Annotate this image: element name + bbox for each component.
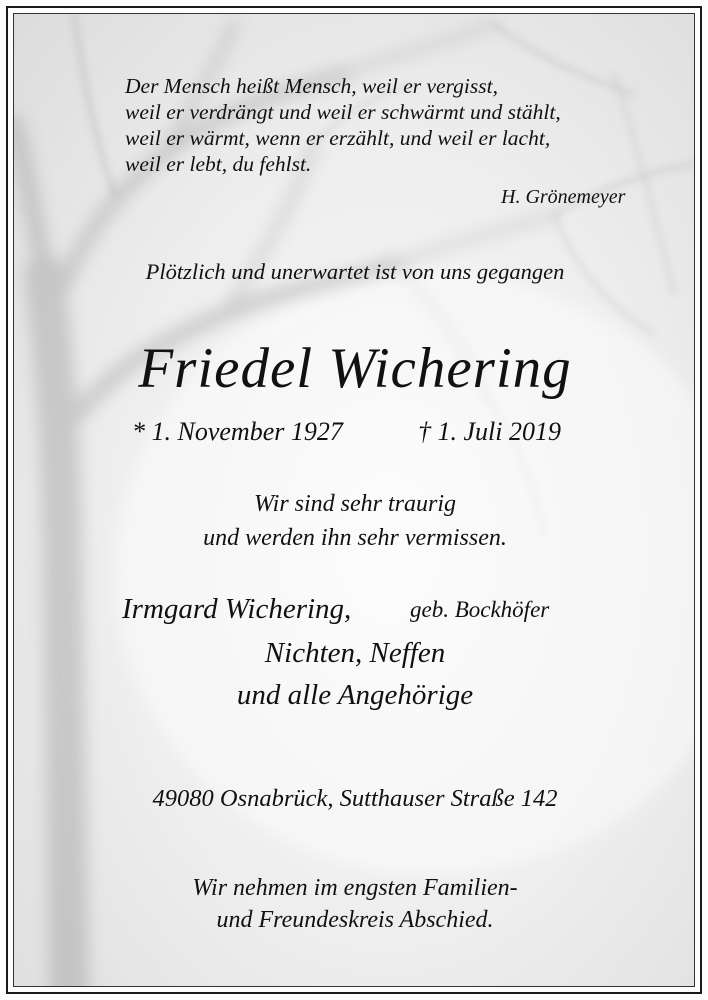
closing-line: und Freundeskreis Abschied. [216,907,494,933]
family-main-maiden-name: geb. Bockhöfer [410,597,550,622]
deceased-name: Friedel Wichering [138,337,572,400]
quote-line: weil er lebt, du fehlst. [125,152,312,176]
closing-line: Wir nehmen im engsten Familien- [192,875,518,901]
condolence-line: und werden ihn sehr vermissen. [203,525,507,551]
family-main-name: Irmgard Wichering, [122,593,352,625]
address: 49080 Osnabrück, Sutthauser Straße 142 [152,785,558,812]
quote-line: weil er verdrängt und weil er schwärmt und stählt, [125,100,561,124]
quote-line: weil er wärmt, wenn er erzählt, und weil er lacht, [125,126,551,150]
death-date: † 1. Juli 2019 [418,417,561,446]
quote-line: Der Mensch heißt Mensch, weil er vergisst, [125,74,498,98]
obituary-card [13,13,695,987]
birth-date: * 1. November 1927 [132,417,343,446]
condolence-line: Wir sind sehr traurig [253,491,457,517]
quote-author: H. Grönemeyer [501,186,626,208]
family-relatives: und alle Angehörige [236,679,474,711]
family-relatives: Nichten, Neffen [264,637,446,669]
intro-text: Plötzlich und unerwartet ist von uns gegangen [145,259,565,284]
